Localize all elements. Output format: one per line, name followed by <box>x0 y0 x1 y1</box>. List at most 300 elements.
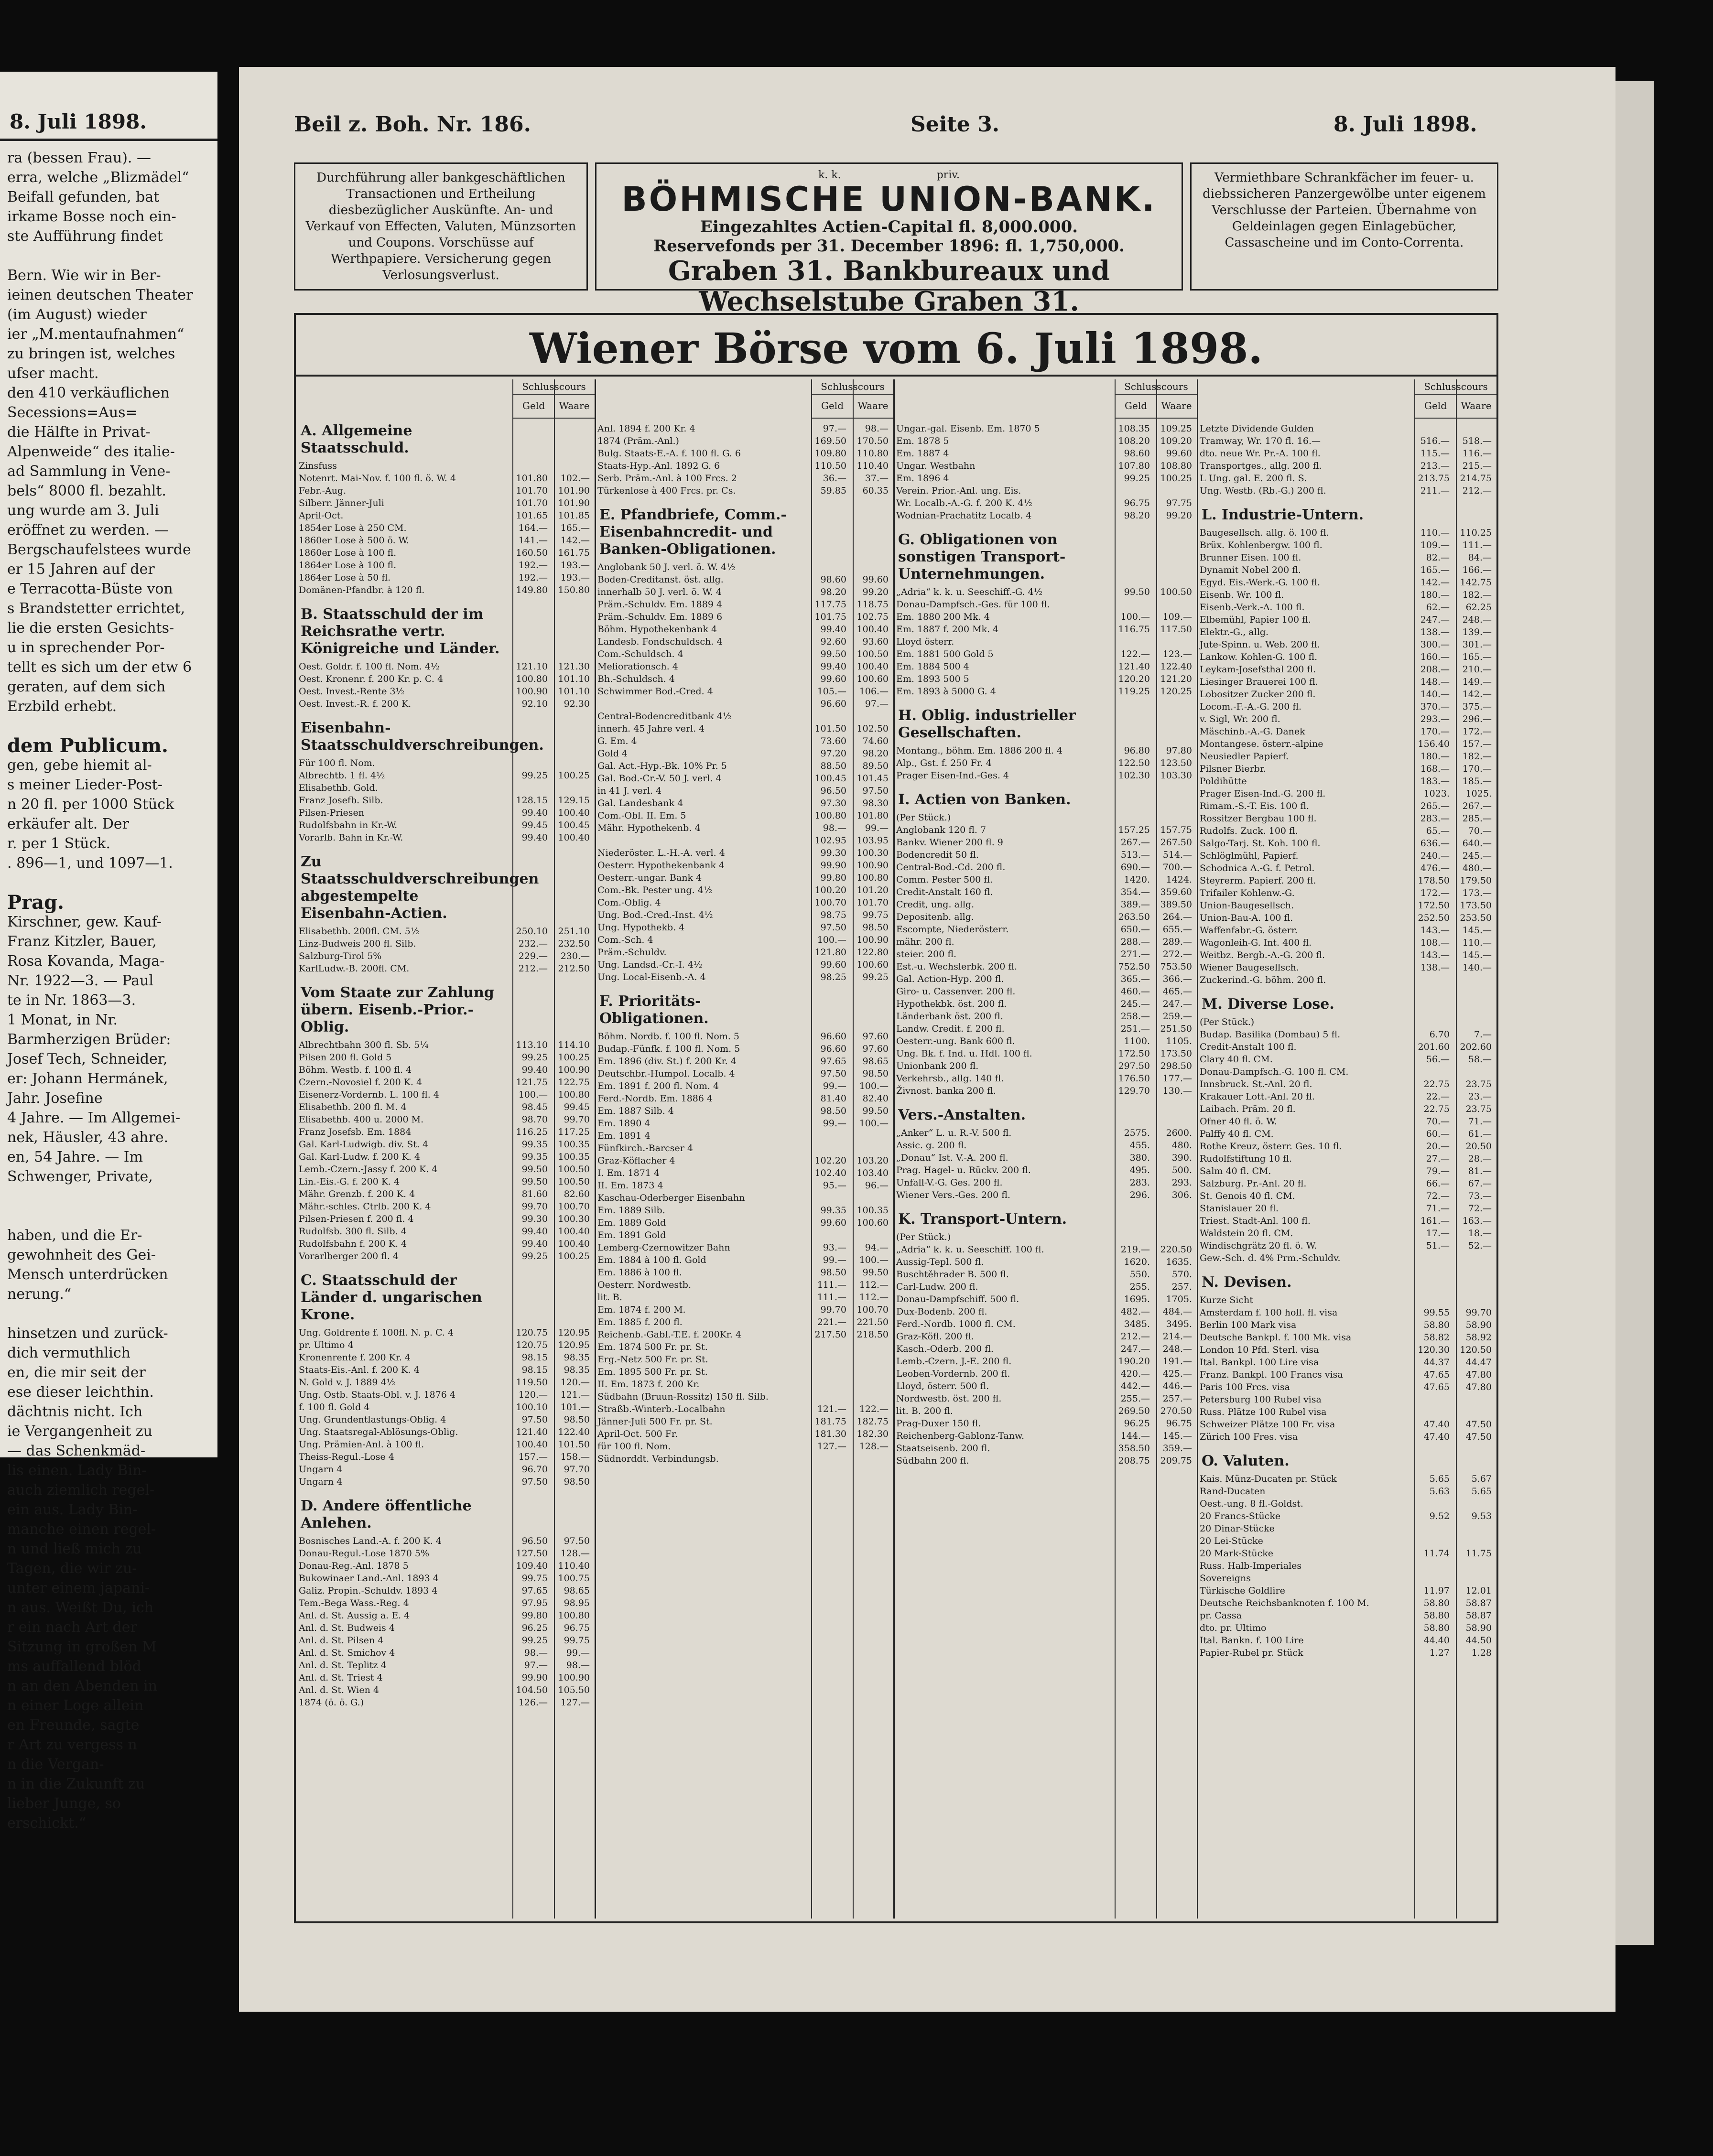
security-name: Assic. g. 200 fl. <box>896 1140 967 1151</box>
quote-row <box>896 586 1194 598</box>
left-text-line: ufser macht. <box>7 365 99 382</box>
waare-value: 251.10 <box>558 926 590 937</box>
quote-row <box>1200 1041 1494 1053</box>
security-name: Albrechtb. 1 fl. 4½ <box>299 770 385 781</box>
geld-value: 5.63 <box>1429 1486 1450 1497</box>
security-name: Mähr. Hypothekenb. 4 <box>597 823 701 833</box>
left-text-line: Secessions=Aus= <box>7 404 138 421</box>
security-name: Hypothekbk. öst. 200 fl. <box>896 999 1007 1009</box>
waare-value: 248.— <box>1462 614 1492 625</box>
schlusscours-label: Schlusscours <box>812 379 893 395</box>
security-name: Ungar. Westbahn <box>896 461 976 471</box>
quote-row <box>1200 1418 1494 1431</box>
quote-row <box>1200 887 1494 899</box>
waare-value: 212.— <box>1462 485 1492 496</box>
left-text-line: lieber Junge, so <box>7 1795 121 1812</box>
waare-value: 182.75 <box>856 1416 889 1427</box>
security-name: Gew.-Sch. d. 4% Prm.-Schuldv. <box>1200 1253 1341 1263</box>
quote-row <box>1200 1393 1494 1406</box>
geld-value: 250.10 <box>516 926 548 937</box>
left-text-line: . 896—1, und 1097—1. <box>7 855 173 872</box>
running-head-page: Seite 3. <box>911 112 1000 137</box>
security-name: Credit-Anstalt 160 fl. <box>896 887 993 897</box>
geld-value: 129.70 <box>1118 1086 1150 1096</box>
geld-value: 113.10 <box>516 1040 548 1050</box>
waare-value <box>848 1366 890 1378</box>
security-name: Em. 1891 f. 200 fl. Nom. 4 <box>597 1081 719 1091</box>
geld-value: 99.35 <box>521 1139 548 1150</box>
geld-value <box>806 561 848 573</box>
geld-value: 72.— <box>1426 1191 1450 1201</box>
geld-value: 99.70 <box>820 1304 846 1315</box>
quote-row <box>597 1366 890 1378</box>
geld-value: 92.60 <box>820 636 846 647</box>
quote-row <box>896 611 1194 623</box>
quote-row <box>299 782 592 794</box>
security-name: Lankow. Kohlen-G. 100 fl. <box>1200 652 1318 662</box>
quote-row <box>299 1351 592 1364</box>
geld-value <box>1110 811 1152 824</box>
quote-rows <box>1200 527 1494 986</box>
security-name: Bosnisches Land.-A. f. 200 K. 4 <box>299 1536 442 1546</box>
waare-value <box>1452 1498 1494 1510</box>
geld-value: 60.— <box>1426 1129 1450 1139</box>
quote-row <box>597 847 890 859</box>
geld-value <box>1409 1522 1452 1535</box>
section-heading: G. Obligationen von sonstigen Transport-Unternehmungen. <box>898 531 1066 582</box>
bank-capital: Eingezahltes Actien-Capital fl. 8,000.000. <box>700 217 1078 237</box>
quote-row <box>299 584 592 596</box>
geld-value: 98.70 <box>521 1114 548 1125</box>
waare-label: Waare <box>559 400 590 411</box>
security-name: Em. 1881 500 Gold 5 <box>896 649 994 659</box>
waare-value: 5.67 <box>1471 1474 1492 1484</box>
waare-value: 118.75 <box>856 599 889 610</box>
waare-value: 390. <box>1171 1153 1192 1163</box>
waare-value: 1705. <box>1166 1294 1192 1304</box>
geld-value <box>806 1353 848 1366</box>
security-name: Ungar.-gal. Eisenb. Em. 1870 5 <box>896 423 1040 434</box>
waare-value: 47.50 <box>1465 1419 1492 1430</box>
waare-value <box>1152 598 1194 611</box>
geld-value: 99.35 <box>820 1205 846 1216</box>
geld-value: 219.— <box>1120 1244 1150 1255</box>
geld-value: 121.10 <box>516 661 548 672</box>
left-text-line: Josef Tech, Schneider, <box>7 1051 168 1067</box>
geld-value <box>508 757 550 769</box>
geld-value: 442.— <box>1120 1381 1150 1391</box>
geld-value: 5.65 <box>1429 1474 1450 1484</box>
geld-value: 99.80 <box>820 873 846 883</box>
quote-row <box>1200 1572 1494 1585</box>
security-name: 20 Mark-Stücke <box>1200 1548 1273 1559</box>
left-text-line: Sitzung in großen M <box>7 1639 157 1655</box>
security-name: Für 100 fl. Nom. <box>299 758 375 768</box>
waare-value: 110.40 <box>856 461 889 471</box>
geld-value: 97.50 <box>521 1414 548 1425</box>
waare-value: 172.— <box>1462 726 1492 737</box>
geld-value: 98.60 <box>820 574 846 585</box>
geld-value: 101.70 <box>516 485 548 496</box>
security-name: v. Sigl, Wr. 200 fl. <box>1200 714 1280 724</box>
geld-value: 109.80 <box>814 448 846 459</box>
quote-row <box>896 1405 1194 1417</box>
quote-row <box>299 472 592 485</box>
waare-value: 100.80 <box>558 1089 590 1100</box>
left-text-line: erra, welche „Blizmädel“ <box>7 169 189 186</box>
quote-row <box>597 1092 890 1105</box>
geld-value: 165.— <box>1420 565 1450 575</box>
security-name: Ung. Hypothekb. 4 <box>597 922 685 933</box>
waare-value: 100.— <box>859 1081 889 1091</box>
geld-value: 172.50 <box>1418 900 1450 911</box>
quote-row <box>896 948 1194 960</box>
security-name: Dynamit Nobel 200 fl. <box>1200 565 1301 575</box>
quote-row <box>1200 447 1494 460</box>
security-name: Leoben-Vordernb. 200 fl. <box>896 1369 1010 1379</box>
geld-value: 99.25 <box>521 1251 548 1261</box>
waare-value: 100.50 <box>1160 587 1192 597</box>
quote-row <box>896 769 1194 782</box>
geld-value: 100.20 <box>814 885 846 895</box>
security-name: Verein. Prior.-Anl. ung. Eis. <box>896 485 1021 496</box>
quote-row <box>896 460 1194 472</box>
geld-value: 120.30 <box>1418 1345 1450 1355</box>
waare-value: 99.45 <box>564 1102 590 1112</box>
waare-value: 127.— <box>560 1697 590 1708</box>
waare-value: 98.50 <box>564 1477 590 1487</box>
section-heading: H. Oblig. industrieller Gesellschaften. <box>898 707 1076 741</box>
geld-value: 98.50 <box>820 1267 846 1278</box>
security-name: Com.-Schuldsch. 4 <box>597 649 683 659</box>
quote-row <box>896 998 1194 1010</box>
geld-value: 79.— <box>1426 1166 1450 1176</box>
quote-row <box>597 1428 890 1440</box>
quote-row <box>597 598 890 611</box>
waare-value: 100.35 <box>856 1205 889 1216</box>
geld-value: 476.— <box>1420 863 1450 873</box>
quote-row <box>896 1047 1194 1060</box>
waare-value <box>1452 1066 1494 1078</box>
security-name: Elisabethb. 400 u. 2000 M. <box>299 1114 424 1125</box>
waare-value: 128.— <box>560 1548 590 1559</box>
geld-value: 98.60 <box>1124 448 1150 459</box>
waare-value: 98.20 <box>862 748 889 759</box>
quote-row <box>1200 1090 1494 1103</box>
security-name: Reichenberg-Gablonz-Tanw. <box>896 1431 1025 1441</box>
quote-row <box>1200 763 1494 775</box>
quote-row <box>896 911 1194 923</box>
geld-value: 178.50 <box>1418 875 1450 886</box>
geld-value: 119.50 <box>516 1377 548 1388</box>
geld-value: 211.— <box>1420 485 1450 496</box>
geld-value: 170.— <box>1420 726 1450 737</box>
geld-value: 213.— <box>1420 461 1450 471</box>
left-text-line: manche einen regel- <box>7 1521 156 1538</box>
waare-value: 185.— <box>1462 776 1492 787</box>
security-name: Franz Josefb. Silb. <box>299 795 383 806</box>
geld-value: 121.40 <box>516 1427 548 1437</box>
security-name: Donau-Dampfsch.-Ges. für 100 fl. <box>896 599 1050 610</box>
security-name: Kurze Sicht <box>1200 1295 1253 1305</box>
security-name: Aussig-Tepl. 500 fl. <box>896 1257 984 1267</box>
left-page-header: 8. Juli 1898. <box>10 110 147 133</box>
quote-row <box>896 660 1194 673</box>
geld-value: 156.40 <box>1418 739 1450 749</box>
waare-value: 58.87 <box>1465 1610 1492 1621</box>
security-name: Deutsche Bankpl. f. 100 Mk. visa <box>1200 1332 1352 1343</box>
left-text-line: ad Sammlung in Vene- <box>7 463 171 480</box>
security-name: Tem.-Bega Wass.-Reg. 4 <box>299 1598 409 1608</box>
geld-value: 283. <box>1129 1177 1150 1188</box>
waare-value: 101.— <box>560 1402 590 1412</box>
quote-row <box>299 1647 592 1659</box>
security-name: Schodnica A.-G. f. Petrol. <box>1200 863 1315 873</box>
security-name: Letzte Dividende Gulden <box>1200 423 1314 434</box>
geld-value: 58.80 <box>1423 1610 1450 1621</box>
security-name: Präm.-Schuldv. <box>597 947 667 958</box>
left-text-line: r Art zu vergess n <box>7 1736 137 1753</box>
waare-value: 100.60 <box>856 959 889 970</box>
quote-row <box>1200 874 1494 887</box>
security-name: Papier-Rubel pr. Stück <box>1200 1648 1303 1658</box>
quote-row <box>597 1241 890 1254</box>
waare-value: 100.75 <box>558 1573 590 1584</box>
left-text-line: ra (bessen Frau). — <box>7 150 151 166</box>
left-text-line: lie die ersten Gesichts- <box>7 620 174 636</box>
waare-value: 67.— <box>1468 1178 1492 1189</box>
quote-row <box>1200 1128 1494 1140</box>
waare-value: 122.80 <box>856 947 889 958</box>
security-name: Pilsen-Priesen <box>299 808 365 818</box>
geld-value: 111.— <box>817 1280 846 1290</box>
quote-row <box>299 831 592 844</box>
geld-value: 92.10 <box>521 699 548 709</box>
quote-row <box>1200 1406 1494 1418</box>
geld-value <box>508 782 550 794</box>
waare-value: 306. <box>1171 1190 1192 1200</box>
waare-value <box>1452 1252 1494 1264</box>
geld-value: 190.20 <box>1118 1356 1150 1367</box>
quote-row <box>1200 1165 1494 1177</box>
security-name: Com.-Oblig. 4 <box>597 897 661 908</box>
geld-value: 98.— <box>823 823 846 833</box>
security-name: Rossitzer Bergbau 100 fl. <box>1200 813 1317 824</box>
geld-value: 128.15 <box>516 795 548 806</box>
geld-value: 102.40 <box>814 1168 846 1178</box>
geld-value: 100.— <box>518 1089 548 1100</box>
waare-value: 157.75 <box>1160 825 1192 835</box>
waare-value <box>1452 1406 1494 1418</box>
security-name: Ung. Grundentlastungs-Oblig. 4 <box>299 1414 446 1425</box>
geld-value: 100.45 <box>814 773 846 784</box>
security-name: Ung. Bk. f. Ind. u. Hdl. 100 fl. <box>896 1048 1032 1059</box>
geld-value: 149.80 <box>516 585 548 595</box>
geld-value: 99.40 <box>820 624 846 635</box>
waare-value: 161.75 <box>558 548 590 558</box>
geld-value: 101.70 <box>516 498 548 508</box>
geld-value: 370.— <box>1420 701 1450 712</box>
quote-row <box>1200 974 1494 986</box>
geld-value: 96.70 <box>521 1464 548 1475</box>
quote-row <box>299 1609 592 1622</box>
quote-row <box>1200 862 1494 874</box>
quote-row <box>1200 837 1494 850</box>
geld-value <box>806 1142 848 1154</box>
geld-value: 96.60 <box>820 1031 846 1042</box>
security-name: Mähr.-schles. Ctrlb. 200 K. 4 <box>299 1201 431 1212</box>
quote-row <box>896 1318 1194 1330</box>
security-name: „Adria“ k. k. u. Seeschiff.-G. 4½ <box>896 587 1043 597</box>
waare-value: 101.20 <box>856 885 889 895</box>
quote-row <box>299 1476 592 1488</box>
quote-rows <box>299 1326 592 1488</box>
geld-value: 229.— <box>518 951 548 961</box>
security-name: Vorarlberger 200 fl. 4 <box>299 1251 399 1261</box>
security-name: Em. 1880 200 Mk. 4 <box>896 612 990 622</box>
waare-value: 150.80 <box>558 585 590 595</box>
geld-value: 44.37 <box>1423 1357 1450 1368</box>
left-text-line <box>7 1186 215 1206</box>
security-name: Em. 1893 à 5000 G. 4 <box>896 686 996 697</box>
quote-row <box>896 985 1194 998</box>
geld-value: 181.30 <box>814 1429 846 1439</box>
security-name: Theiss-Regul.-Lose 4 <box>299 1452 394 1462</box>
security-name: Waldstein 20 fl. CM. <box>1200 1228 1293 1239</box>
section-heading: E. Pfandbriefe, Comm.-Eisenbahncredit- und Banken-Obligationen. <box>599 507 787 558</box>
waare-value: 98.65 <box>862 1056 889 1067</box>
quote-row <box>299 1572 592 1585</box>
geld-value <box>1110 598 1152 611</box>
quote-rows <box>1200 1473 1494 1659</box>
left-text-line: lis einen. Lady Bin- <box>7 1462 147 1479</box>
waare-value: 98.65 <box>564 1585 590 1596</box>
waare-value: 101.85 <box>558 510 590 521</box>
waare-value: 193.— <box>560 560 590 571</box>
waare-value: 232.50 <box>558 938 590 949</box>
left-text-line: erschickt.“ <box>7 1815 87 1832</box>
security-name: 20 Francs-Stücke <box>1200 1511 1281 1521</box>
waare-value: 100.30 <box>856 848 889 858</box>
security-name: Bukowinaer Land.-Anl. 1893 4 <box>299 1573 439 1584</box>
security-name: Prager Eisen-Ind.-Ges. 4 <box>896 770 1009 781</box>
section-heading: Vers.-Anstalten. <box>898 1107 1026 1123</box>
quote-row <box>597 1341 890 1353</box>
quote-row <box>597 1415 890 1428</box>
geld-value <box>1409 1393 1452 1406</box>
waare-value: 121.30 <box>558 661 590 672</box>
quote-rows <box>299 925 592 975</box>
waare-value: 47.80 <box>1465 1382 1492 1392</box>
quote-row <box>1200 601 1494 614</box>
quote-row <box>896 447 1194 460</box>
geld-value: 120.— <box>518 1390 548 1400</box>
geld-value: 98.50 <box>820 1106 846 1116</box>
quote-row <box>597 772 890 785</box>
security-name: Ung. Bod.-Cred.-Inst. 4½ <box>597 910 713 920</box>
security-name: Ferd.-Nordb. 1000 fl. CM. <box>896 1319 1016 1329</box>
security-name: Berlin 100 Mark visa <box>1200 1320 1297 1330</box>
waare-value: 111.— <box>1462 540 1492 550</box>
security-name: Com.-Sch. 4 <box>597 935 653 945</box>
waare-value: 139.— <box>1462 627 1492 637</box>
security-name: Clary 40 fl. CM. <box>1200 1054 1273 1065</box>
quote-row <box>299 819 592 831</box>
geld-value <box>1110 485 1152 497</box>
quote-row <box>299 485 592 497</box>
waare-value: 47.50 <box>1465 1432 1492 1442</box>
quote-row <box>597 1117 890 1130</box>
quote-row <box>896 960 1194 973</box>
geld-value: 65.— <box>1426 826 1450 836</box>
waare-value: 97.50 <box>862 786 889 796</box>
security-name: Oest. Kronenr. f. 200 Kr. p. C. 4 <box>299 674 444 684</box>
quote-row <box>1200 626 1494 638</box>
waare-value: 3495. <box>1166 1319 1192 1329</box>
geld-value <box>806 1130 848 1142</box>
geld-value: 70.— <box>1426 1116 1450 1127</box>
left-text-line: Alpenweide“ des italie- <box>7 443 175 460</box>
geld-value: 269.50 <box>1118 1406 1150 1416</box>
quote-row <box>896 497 1194 509</box>
waare-value: 99.70 <box>564 1114 590 1125</box>
security-name: Oesterr. Hypothekenbank 4 <box>597 860 725 871</box>
left-text-line: e Terracotta-Büste von <box>7 581 173 597</box>
geld-value: 1620. <box>1124 1257 1150 1267</box>
security-name: Em. 1893 500 5 <box>896 674 969 684</box>
waare-value: 359.— <box>1162 1443 1192 1454</box>
security-name: Egyd. Eis.-Werk.-G. 100 fl. <box>1200 577 1321 588</box>
security-name: Oest. Invest.-Rente 3½ <box>299 686 405 697</box>
waare-value: 100.70 <box>558 1201 590 1212</box>
quote-row <box>597 896 890 909</box>
quote-row <box>1200 1381 1494 1393</box>
security-name: Lin.-Eis.-G. f. 200 K. 4 <box>299 1176 400 1187</box>
waare-value: 98.35 <box>564 1352 590 1363</box>
quote-row <box>1200 949 1494 961</box>
waare-value: 105.50 <box>558 1685 590 1695</box>
security-name: Amsterdam f. 100 holl. fl. visa <box>1200 1307 1338 1318</box>
waare-value: 98.— <box>566 1660 590 1671</box>
quote-row <box>597 1254 890 1266</box>
security-name: Elisabethb. Gold. <box>299 783 378 793</box>
security-name: Oesterr.-ungar. Bank 4 <box>597 873 702 883</box>
left-text-line: bels“ 8000 fl. bezahlt. <box>7 483 166 499</box>
geld-value: 82.— <box>1426 552 1450 563</box>
security-name: Donau-Dampfsch.-G. 100 fl. CM. <box>1200 1067 1349 1077</box>
left-text-line: er: Johann Hermánek, <box>7 1070 168 1087</box>
waare-label: Waare <box>1161 400 1192 411</box>
waare-value: 101.90 <box>558 498 590 508</box>
waare-value <box>848 1353 890 1366</box>
geld-value: 109.40 <box>516 1561 548 1571</box>
waare-value: 52.— <box>1468 1240 1492 1251</box>
quote-row <box>299 1138 592 1151</box>
waare-value <box>1452 1522 1494 1535</box>
waare-value: 245.— <box>1462 851 1492 861</box>
quote-row <box>896 1330 1194 1343</box>
quote-row <box>299 660 592 673</box>
waare-value <box>1452 422 1494 435</box>
geld-label: Geld <box>522 400 545 411</box>
security-name: Em. 1889 Gold <box>597 1218 666 1228</box>
quote-row <box>597 685 890 698</box>
quote-row <box>299 1438 592 1451</box>
waare-value: 389.50 <box>1160 899 1192 910</box>
geld-value: 99.25 <box>521 1635 548 1646</box>
geld-value: 120.75 <box>516 1340 548 1350</box>
security-name: Est.-u. Wechslerbk. 200 fl. <box>896 961 1018 972</box>
